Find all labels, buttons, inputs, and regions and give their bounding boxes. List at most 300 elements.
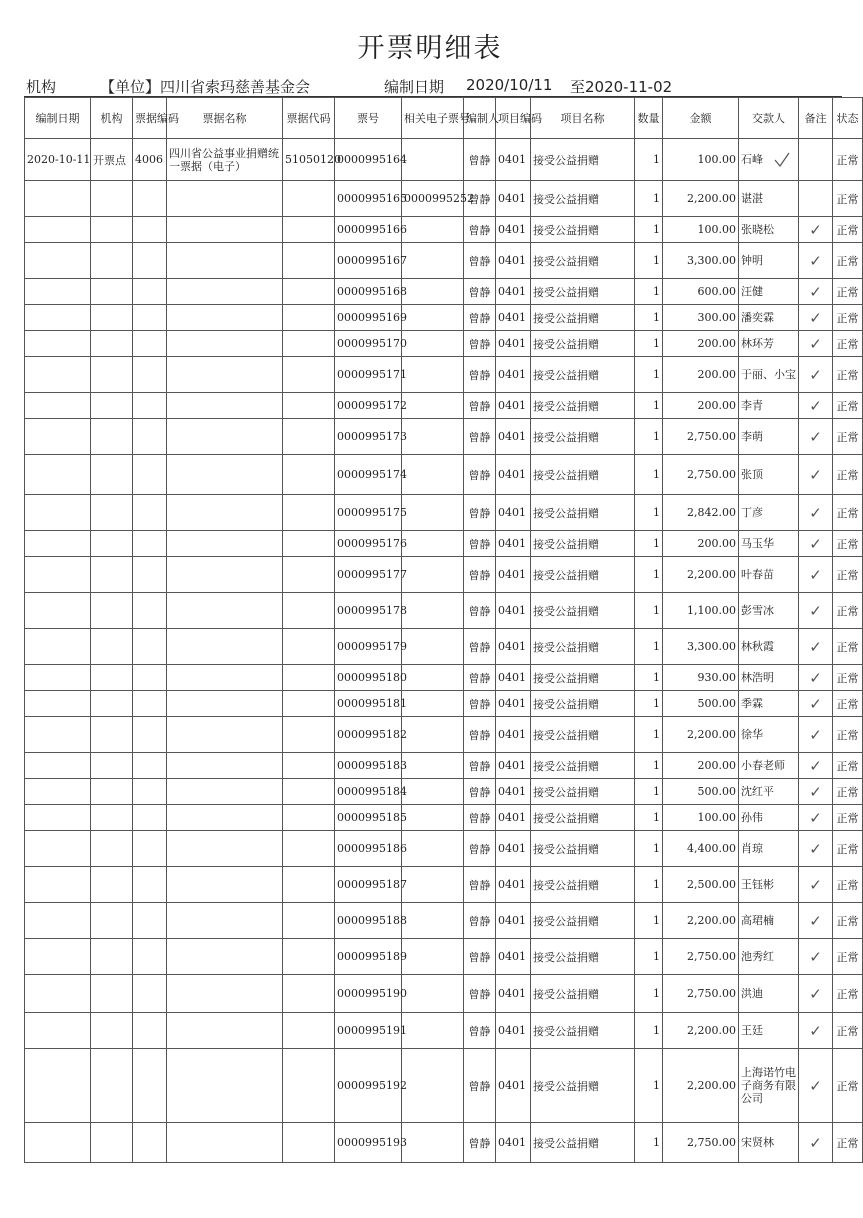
cell-amount: 2,750.00 bbox=[663, 1123, 739, 1163]
cell-proj-name: 接受公益捐赠 bbox=[531, 691, 635, 717]
page-title: 开票明细表 bbox=[357, 33, 503, 64]
cell-bill-name bbox=[167, 629, 283, 665]
column-header: 编制日期 bbox=[25, 98, 91, 139]
cell-qty: 1 bbox=[635, 939, 663, 975]
cell-amount: 1,100.00 bbox=[663, 593, 739, 629]
cell-date bbox=[25, 217, 91, 243]
table-row bbox=[25, 717, 863, 753]
table-row bbox=[25, 665, 863, 691]
table-row bbox=[25, 805, 863, 831]
cell-maker: 曾静 bbox=[464, 393, 496, 419]
cell-status: 正常 bbox=[833, 243, 863, 279]
cell-bill-code bbox=[283, 455, 335, 495]
cell-payer: 宋贤林 bbox=[739, 1123, 799, 1163]
cell-maker: 曾静 bbox=[464, 357, 496, 393]
table-row bbox=[25, 629, 863, 665]
cell-no: 0000995170 bbox=[335, 331, 402, 357]
cell-bill-name bbox=[167, 357, 283, 393]
cell-rel bbox=[402, 419, 464, 455]
cell-date bbox=[25, 1013, 91, 1049]
cell-maker: 曾静 bbox=[464, 903, 496, 939]
cell-bill-name bbox=[167, 779, 283, 805]
cell-proj-name: 接受公益捐赠 bbox=[531, 903, 635, 939]
cell-no: 0000995174 bbox=[335, 455, 402, 495]
cell-org bbox=[91, 181, 133, 217]
cell-status: 正常 bbox=[833, 593, 863, 629]
cell-proj-name: 接受公益捐赠 bbox=[531, 419, 635, 455]
cell-qty: 1 bbox=[635, 279, 663, 305]
cell-code bbox=[133, 557, 167, 593]
cell-amount: 200.00 bbox=[663, 357, 739, 393]
table-row bbox=[25, 279, 863, 305]
cell-note bbox=[799, 393, 833, 419]
cell-no: 0000995186 bbox=[335, 831, 402, 867]
cell-no: 0000995178 bbox=[335, 593, 402, 629]
cell-qty: 1 bbox=[635, 691, 663, 717]
cell-rel bbox=[402, 279, 464, 305]
cell-status: 正常 bbox=[833, 753, 863, 779]
cell-bill-code bbox=[283, 691, 335, 717]
cell-org bbox=[91, 805, 133, 831]
note-mark: ✓ bbox=[809, 911, 822, 930]
cell-bill-code bbox=[283, 867, 335, 903]
cell-rel bbox=[402, 831, 464, 867]
cell-maker: 曾静 bbox=[464, 831, 496, 867]
note-mark: ✓ bbox=[809, 308, 822, 327]
cell-proj-name: 接受公益捐赠 bbox=[531, 495, 635, 531]
cell-no: 0000995183 bbox=[335, 753, 402, 779]
note-mark: ✓ bbox=[809, 465, 822, 484]
cell-bill-name bbox=[167, 243, 283, 279]
cell-code bbox=[133, 1013, 167, 1049]
cell-proj: 0401 bbox=[496, 593, 531, 629]
cell-date bbox=[25, 629, 91, 665]
cell-payer: 李萌 bbox=[739, 419, 799, 455]
cell-qty: 1 bbox=[635, 393, 663, 419]
cell-rel bbox=[402, 495, 464, 531]
cell-note bbox=[799, 419, 833, 455]
cell-proj-name: 接受公益捐赠 bbox=[531, 217, 635, 243]
table-row bbox=[25, 903, 863, 939]
cell-maker: 曾静 bbox=[464, 139, 496, 181]
cell-qty: 1 bbox=[635, 805, 663, 831]
cell-bill-code bbox=[283, 629, 335, 665]
cell-payer: 石峰 bbox=[739, 139, 799, 181]
cell-org: 开票点 bbox=[91, 139, 133, 181]
cell-qty: 1 bbox=[635, 455, 663, 495]
cell-proj-name: 接受公益捐赠 bbox=[531, 1049, 635, 1123]
cell-org bbox=[91, 939, 133, 975]
note-mark: ✓ bbox=[809, 637, 822, 656]
cell-no: 0000995167 bbox=[335, 243, 402, 279]
cell-bill-code bbox=[283, 393, 335, 419]
cell-amount: 4,400.00 bbox=[663, 831, 739, 867]
cell-proj-name: 接受公益捐赠 bbox=[531, 357, 635, 393]
cell-proj: 0401 bbox=[496, 779, 531, 805]
cell-no: 0000995176 bbox=[335, 531, 402, 557]
column-header: 编制人 bbox=[464, 98, 496, 139]
cell-org bbox=[91, 531, 133, 557]
note-mark: ✓ bbox=[809, 396, 822, 415]
cell-status: 正常 bbox=[833, 1013, 863, 1049]
cell-note bbox=[799, 665, 833, 691]
cell-proj-name: 接受公益捐赠 bbox=[531, 139, 635, 181]
cell-code bbox=[133, 939, 167, 975]
cell-rel bbox=[402, 139, 464, 181]
cell-qty: 1 bbox=[635, 217, 663, 243]
cell-date bbox=[25, 975, 91, 1013]
table-row bbox=[25, 975, 863, 1013]
cell-status: 正常 bbox=[833, 1049, 863, 1123]
cell-status: 正常 bbox=[833, 217, 863, 243]
cell-payer: 谌湛 bbox=[739, 181, 799, 217]
cell-rel bbox=[402, 357, 464, 393]
cell-no: 0000995182 bbox=[335, 717, 402, 753]
cell-proj-name: 接受公益捐赠 bbox=[531, 393, 635, 419]
cell-note bbox=[799, 805, 833, 831]
table-row bbox=[25, 1123, 863, 1163]
cell-qty: 1 bbox=[635, 753, 663, 779]
cell-qty: 1 bbox=[635, 139, 663, 181]
cell-bill-name bbox=[167, 805, 283, 831]
cell-payer: 孙伟 bbox=[739, 805, 799, 831]
column-header: 状态 bbox=[833, 98, 863, 139]
cell-payer: 彭雪冰 bbox=[739, 593, 799, 629]
cell-bill-code bbox=[283, 1013, 335, 1049]
cell-payer: 洪迪 bbox=[739, 975, 799, 1013]
cell-status: 正常 bbox=[833, 975, 863, 1013]
cell-qty: 1 bbox=[635, 975, 663, 1013]
date-to: 至2020-11-02 bbox=[570, 78, 673, 96]
note-mark: ✓ bbox=[809, 947, 822, 966]
cell-maker: 曾静 bbox=[464, 331, 496, 357]
cell-org bbox=[91, 691, 133, 717]
cell-rel bbox=[402, 1123, 464, 1163]
cell-bill-code bbox=[283, 975, 335, 1013]
cell-date bbox=[25, 331, 91, 357]
table-row bbox=[25, 243, 863, 279]
cell-note bbox=[799, 779, 833, 805]
cell-date bbox=[25, 717, 91, 753]
cell-proj: 0401 bbox=[496, 629, 531, 665]
cell-proj-name: 接受公益捐赠 bbox=[531, 831, 635, 867]
cell-status: 正常 bbox=[833, 393, 863, 419]
cell-qty: 1 bbox=[635, 1049, 663, 1123]
cell-payer: 汪健 bbox=[739, 279, 799, 305]
cell-maker: 曾静 bbox=[464, 593, 496, 629]
cell-maker: 曾静 bbox=[464, 1123, 496, 1163]
cell-payer: 叶春苗 bbox=[739, 557, 799, 593]
cell-rel bbox=[402, 629, 464, 665]
cell-org bbox=[91, 393, 133, 419]
cell-proj: 0401 bbox=[496, 419, 531, 455]
table-row bbox=[25, 455, 863, 495]
cell-rel bbox=[402, 753, 464, 779]
cell-no: 0000995166 bbox=[335, 217, 402, 243]
cell-date bbox=[25, 557, 91, 593]
cell-qty: 1 bbox=[635, 495, 663, 531]
cell-note bbox=[799, 557, 833, 593]
cell-status: 正常 bbox=[833, 629, 863, 665]
cell-proj: 0401 bbox=[496, 665, 531, 691]
cell-code bbox=[133, 903, 167, 939]
cell-maker: 曾静 bbox=[464, 779, 496, 805]
cell-status: 正常 bbox=[833, 939, 863, 975]
cell-maker: 曾静 bbox=[464, 1049, 496, 1123]
org-value: 【单位】四川省索玛慈善基金会 bbox=[100, 78, 311, 96]
cell-rel bbox=[402, 455, 464, 495]
note-mark: ✓ bbox=[809, 282, 822, 301]
cell-bill-code bbox=[283, 181, 335, 217]
cell-date bbox=[25, 531, 91, 557]
cell-proj-name: 接受公益捐赠 bbox=[531, 805, 635, 831]
cell-org bbox=[91, 419, 133, 455]
cell-bill-name bbox=[167, 831, 283, 867]
cell-proj-name: 接受公益捐赠 bbox=[531, 455, 635, 495]
cell-amount: 2,200.00 bbox=[663, 181, 739, 217]
cell-rel bbox=[402, 1013, 464, 1049]
cell-bill-name bbox=[167, 691, 283, 717]
column-header: 票号 bbox=[335, 98, 402, 139]
cell-proj: 0401 bbox=[496, 495, 531, 531]
note-mark: ✓ bbox=[809, 365, 822, 384]
note-mark: ✓ bbox=[809, 565, 822, 584]
table-row bbox=[25, 1013, 863, 1049]
cell-qty: 1 bbox=[635, 531, 663, 557]
cell-amount: 100.00 bbox=[663, 217, 739, 243]
table-row bbox=[25, 495, 863, 531]
cell-rel bbox=[402, 665, 464, 691]
cell-no: 0000995193 bbox=[335, 1123, 402, 1163]
cell-code bbox=[133, 779, 167, 805]
cell-note bbox=[799, 939, 833, 975]
cell-bill-name bbox=[167, 665, 283, 691]
note-mark: ✓ bbox=[809, 220, 822, 239]
cell-no: 0000995180 bbox=[335, 665, 402, 691]
cell-qty: 1 bbox=[635, 419, 663, 455]
table-row bbox=[25, 419, 863, 455]
cell-no: 0000995188 bbox=[335, 903, 402, 939]
cell-proj: 0401 bbox=[496, 867, 531, 903]
cell-org bbox=[91, 665, 133, 691]
cell-proj-name: 接受公益捐赠 bbox=[531, 279, 635, 305]
cell-rel bbox=[402, 531, 464, 557]
cell-proj: 0401 bbox=[496, 691, 531, 717]
column-header: 金额 bbox=[663, 98, 739, 139]
cell-no: 0000995179 bbox=[335, 629, 402, 665]
cell-proj: 0401 bbox=[496, 1049, 531, 1123]
cell-note bbox=[799, 455, 833, 495]
cell-proj-name: 接受公益捐赠 bbox=[531, 665, 635, 691]
cell-note bbox=[799, 593, 833, 629]
cell-rel bbox=[402, 593, 464, 629]
cell-code bbox=[133, 357, 167, 393]
cell-rel bbox=[402, 243, 464, 279]
cell-date bbox=[25, 1123, 91, 1163]
cell-payer: 王钰彬 bbox=[739, 867, 799, 903]
cell-rel bbox=[402, 867, 464, 903]
cell-bill-code bbox=[283, 593, 335, 629]
cell-payer: 钟明 bbox=[739, 243, 799, 279]
cell-maker: 曾静 bbox=[464, 629, 496, 665]
note-mark: ✓ bbox=[809, 1021, 822, 1040]
cell-note bbox=[799, 243, 833, 279]
table-row bbox=[25, 557, 863, 593]
cell-maker: 曾静 bbox=[464, 557, 496, 593]
table-header-row bbox=[25, 98, 863, 139]
cell-bill-code bbox=[283, 419, 335, 455]
cell-amount: 2,200.00 bbox=[663, 1049, 739, 1123]
cell-payer: 丁彦 bbox=[739, 495, 799, 531]
cell-org bbox=[91, 279, 133, 305]
table-row bbox=[25, 139, 863, 181]
cell-amount: 2,750.00 bbox=[663, 939, 739, 975]
cell-date bbox=[25, 495, 91, 531]
cell-note bbox=[799, 331, 833, 357]
note-mark: ✓ bbox=[809, 756, 822, 775]
cell-code: 4006 bbox=[133, 139, 167, 181]
cell-amount: 2,200.00 bbox=[663, 1013, 739, 1049]
cell-status: 正常 bbox=[833, 181, 863, 217]
cell-org bbox=[91, 217, 133, 243]
cell-code bbox=[133, 279, 167, 305]
cell-org bbox=[91, 867, 133, 903]
cell-status: 正常 bbox=[833, 357, 863, 393]
cell-bill-name bbox=[167, 305, 283, 331]
cell-bill-code bbox=[283, 665, 335, 691]
cell-maker: 曾静 bbox=[464, 717, 496, 753]
cell-bill-name bbox=[167, 279, 283, 305]
cell-note bbox=[799, 903, 833, 939]
cell-bill-name bbox=[167, 1123, 283, 1163]
cell-status: 正常 bbox=[833, 831, 863, 867]
cell-rel bbox=[402, 1049, 464, 1123]
cell-amount: 500.00 bbox=[663, 691, 739, 717]
cell-rel bbox=[402, 939, 464, 975]
cell-code bbox=[133, 243, 167, 279]
cell-no: 0000995184 bbox=[335, 779, 402, 805]
cell-bill-name bbox=[167, 331, 283, 357]
cell-payer: 林秋霞 bbox=[739, 629, 799, 665]
cell-proj-name: 接受公益捐赠 bbox=[531, 779, 635, 805]
cell-no: 0000995191 bbox=[335, 1013, 402, 1049]
cell-note bbox=[799, 867, 833, 903]
note-mark: ✓ bbox=[809, 725, 822, 744]
cell-proj: 0401 bbox=[496, 393, 531, 419]
cell-rel bbox=[402, 331, 464, 357]
cell-payer: 林环芳 bbox=[739, 331, 799, 357]
cell-maker: 曾静 bbox=[464, 495, 496, 531]
cell-amount: 100.00 bbox=[663, 805, 739, 831]
cell-maker: 曾静 bbox=[464, 305, 496, 331]
cell-proj-name: 接受公益捐赠 bbox=[531, 243, 635, 279]
cell-status: 正常 bbox=[833, 665, 863, 691]
cell-date bbox=[25, 393, 91, 419]
cell-org bbox=[91, 1123, 133, 1163]
table-row bbox=[25, 1049, 863, 1123]
cell-amount: 2,750.00 bbox=[663, 975, 739, 1013]
cell-qty: 1 bbox=[635, 557, 663, 593]
cell-note bbox=[799, 975, 833, 1013]
cell-code bbox=[133, 495, 167, 531]
cell-bill-code bbox=[283, 753, 335, 779]
cell-date bbox=[25, 939, 91, 975]
cell-proj-name: 接受公益捐赠 bbox=[531, 629, 635, 665]
note-mark: ✓ bbox=[809, 984, 822, 1003]
cell-bill-name bbox=[167, 181, 283, 217]
cell-payer: 池秀红 bbox=[739, 939, 799, 975]
cell-org bbox=[91, 629, 133, 665]
cell-bill-code bbox=[283, 217, 335, 243]
cell-code bbox=[133, 305, 167, 331]
cell-status: 正常 bbox=[833, 139, 863, 181]
cell-proj: 0401 bbox=[496, 455, 531, 495]
cell-amount: 3,300.00 bbox=[663, 243, 739, 279]
cell-org bbox=[91, 1049, 133, 1123]
cell-bill-name bbox=[167, 867, 283, 903]
cell-code bbox=[133, 629, 167, 665]
cell-bill-code bbox=[283, 903, 335, 939]
cell-note bbox=[799, 495, 833, 531]
cell-payer: 徐华 bbox=[739, 717, 799, 753]
note-mark: ✓ bbox=[809, 334, 822, 353]
cell-payer: 于丽、小宝 bbox=[739, 357, 799, 393]
note-mark: ✓ bbox=[809, 1133, 822, 1152]
cell-note bbox=[799, 357, 833, 393]
cell-status: 正常 bbox=[833, 691, 863, 717]
cell-date bbox=[25, 903, 91, 939]
cell-status: 正常 bbox=[833, 717, 863, 753]
cell-payer: 张顶 bbox=[739, 455, 799, 495]
cell-code bbox=[133, 805, 167, 831]
cell-proj-name: 接受公益捐赠 bbox=[531, 1123, 635, 1163]
cell-note bbox=[799, 1123, 833, 1163]
cell-amount: 200.00 bbox=[663, 753, 739, 779]
cell-bill-code: 51050120 bbox=[283, 139, 335, 181]
cell-amount: 2,200.00 bbox=[663, 717, 739, 753]
cell-org bbox=[91, 753, 133, 779]
cell-payer: 张晓松 bbox=[739, 217, 799, 243]
cell-payer: 季霖 bbox=[739, 691, 799, 717]
cell-status: 正常 bbox=[833, 867, 863, 903]
cell-code bbox=[133, 691, 167, 717]
cell-org bbox=[91, 557, 133, 593]
cell-note bbox=[799, 305, 833, 331]
cell-no: 0000995189 bbox=[335, 939, 402, 975]
cell-qty: 1 bbox=[635, 181, 663, 217]
cell-date bbox=[25, 1049, 91, 1123]
cell-bill-name bbox=[167, 903, 283, 939]
note-mark: ✓ bbox=[809, 668, 822, 687]
cell-code bbox=[133, 331, 167, 357]
cell-date bbox=[25, 753, 91, 779]
note-mark: ✓ bbox=[809, 875, 822, 894]
cell-proj-name: 接受公益捐赠 bbox=[531, 593, 635, 629]
cell-rel bbox=[402, 805, 464, 831]
cell-date bbox=[25, 419, 91, 455]
cell-bill-code bbox=[283, 357, 335, 393]
cell-status: 正常 bbox=[833, 779, 863, 805]
cell-org bbox=[91, 593, 133, 629]
date-from: 2020/10/11 bbox=[466, 76, 553, 94]
cell-bill-name bbox=[167, 1013, 283, 1049]
cell-org bbox=[91, 1013, 133, 1049]
table-row bbox=[25, 831, 863, 867]
cell-proj: 0401 bbox=[496, 939, 531, 975]
cell-proj-name: 接受公益捐赠 bbox=[531, 717, 635, 753]
cell-code bbox=[133, 455, 167, 495]
cell-payer: 王廷 bbox=[739, 1013, 799, 1049]
